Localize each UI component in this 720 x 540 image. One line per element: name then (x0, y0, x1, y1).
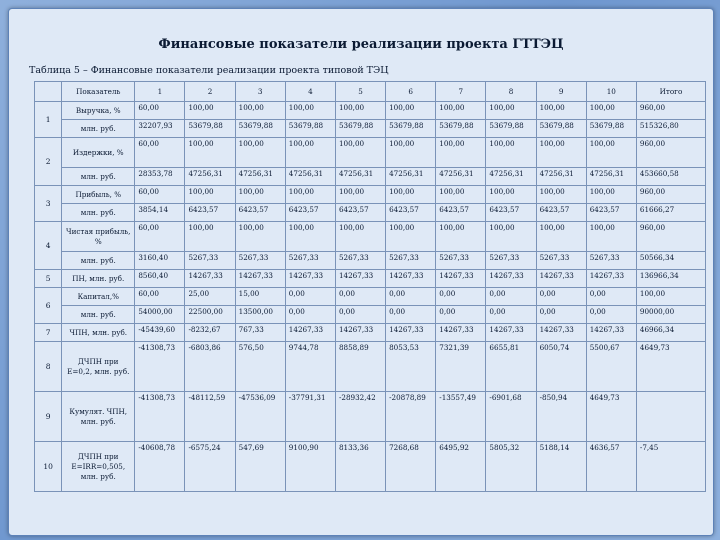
table-cell: 6423,57 (486, 204, 536, 222)
table-cell: 6423,57 (436, 204, 486, 222)
table-cell: 5267,33 (486, 252, 536, 270)
table-cell: 14267,33 (536, 270, 586, 288)
row-number: 6 (35, 288, 62, 324)
row-label: Издержки, % (62, 138, 135, 168)
table-cell: 53679,88 (285, 120, 335, 138)
table-cell: 100,00 (185, 102, 235, 120)
column-header: 6 (386, 82, 436, 102)
table-cell: 14267,33 (586, 324, 636, 342)
table-cell: 14267,33 (486, 270, 536, 288)
table-cell: 6050,74 (536, 342, 586, 392)
table-cell: -45439,60 (135, 324, 185, 342)
table-cell: 3854,14 (135, 204, 185, 222)
column-header: Итого (636, 82, 705, 102)
table-cell: 14267,33 (335, 324, 385, 342)
table-cell: 14267,33 (285, 324, 335, 342)
column-header: 3 (235, 82, 285, 102)
table-cell: 47256,31 (586, 168, 636, 186)
table-cell: 60,00 (135, 138, 185, 168)
table-cell: 0,00 (386, 306, 436, 324)
table-row (35, 222, 706, 252)
table-cell: 0,00 (536, 306, 586, 324)
table-cell: 60,00 (135, 186, 185, 204)
table-cell: 8858,89 (335, 342, 385, 392)
column-header: 4 (285, 82, 335, 102)
table-cell: 100,00 (285, 102, 335, 120)
table-cell: 547,69 (235, 442, 285, 492)
table-cell: 100,00 (536, 222, 586, 252)
column-header: 1 (135, 82, 185, 102)
table-row (35, 288, 706, 306)
table-cell: 100,00 (335, 138, 385, 168)
table-cell: 60,00 (135, 102, 185, 120)
row-label: ПН, млн. руб. (62, 270, 135, 288)
table-cell: 100,00 (436, 222, 486, 252)
table-cell: 100,00 (486, 222, 536, 252)
table-cell: 46966,34 (636, 324, 705, 342)
table-row (35, 270, 706, 288)
table-cell: -28932,42 (335, 392, 385, 442)
row-label: Выручка, % (62, 102, 135, 120)
table-cell: 5267,33 (335, 252, 385, 270)
table-cell: 100,00 (335, 186, 385, 204)
table-cell: 5267,33 (235, 252, 285, 270)
table-caption: Таблица 5 – Финансовые показатели реализации проекта типовой ТЭЦ (29, 65, 389, 76)
table-row (35, 252, 706, 270)
table-cell: 0,00 (436, 288, 486, 306)
table-cell: -48112,59 (185, 392, 235, 442)
table-cell: -37791,31 (285, 392, 335, 442)
table-cell: 8053,53 (386, 342, 436, 392)
table-cell: 100,00 (436, 138, 486, 168)
row-label: ЧПН, млн. руб. (62, 324, 135, 342)
table-cell: 0,00 (285, 288, 335, 306)
table-cell: 7268,68 (386, 442, 436, 492)
row-label: млн. руб. (62, 252, 135, 270)
table-cell: 100,00 (586, 102, 636, 120)
table-cell: 0,00 (335, 306, 385, 324)
table-cell: 61666,27 (636, 204, 705, 222)
table-cell: 14267,33 (536, 324, 586, 342)
table-cell: 100,00 (486, 102, 536, 120)
table-cell: 0,00 (536, 288, 586, 306)
row-label: млн. руб. (62, 168, 135, 186)
table-cell: 47256,31 (436, 168, 486, 186)
table-row (35, 102, 706, 120)
table-cell: 5267,33 (436, 252, 486, 270)
column-header: 8 (486, 82, 536, 102)
table-cell: 47256,31 (386, 168, 436, 186)
table-cell: 22500,00 (185, 306, 235, 324)
table-row (35, 204, 706, 222)
table-cell: -6901,68 (486, 392, 536, 442)
row-label: млн. руб. (62, 204, 135, 222)
table-cell: 47256,31 (285, 168, 335, 186)
header-blank (35, 82, 62, 102)
slide (8, 8, 714, 536)
table-cell: 0,00 (386, 288, 436, 306)
table-cell: 100,00 (235, 186, 285, 204)
row-label: Прибыль, % (62, 186, 135, 204)
table-cell: -13557,49 (436, 392, 486, 442)
table-cell: 960,00 (636, 186, 705, 204)
table-cell: 14267,33 (586, 270, 636, 288)
table-cell: 767,33 (235, 324, 285, 342)
table-cell: 47256,31 (335, 168, 385, 186)
table-cell: -41308,73 (135, 342, 185, 392)
table-cell: 53679,88 (586, 120, 636, 138)
row-label: ДЧПН при Е=0,2, млн. руб. (62, 342, 135, 392)
row-label: млн. руб. (62, 306, 135, 324)
table-cell: 14267,33 (436, 270, 486, 288)
table-row (35, 120, 706, 138)
table-cell: 6423,57 (386, 204, 436, 222)
table-row (35, 342, 706, 392)
table-cell: 4636,57 (586, 442, 636, 492)
table-cell: 6655,81 (486, 342, 536, 392)
table-cell: 53679,88 (436, 120, 486, 138)
table-cell: -41308,73 (135, 392, 185, 442)
table-cell: 28353,78 (135, 168, 185, 186)
table-cell: 6423,57 (335, 204, 385, 222)
table-row (35, 186, 706, 204)
table-row (35, 324, 706, 342)
table-cell: 100,00 (335, 222, 385, 252)
table-cell: 54000,00 (135, 306, 185, 324)
table-cell: 100,00 (335, 102, 385, 120)
table-cell: 50566,34 (636, 252, 705, 270)
table-cell: -20878,89 (386, 392, 436, 442)
table-row (35, 392, 706, 442)
table-row (35, 168, 706, 186)
table-cell: 6423,57 (185, 204, 235, 222)
table-cell: 5267,33 (185, 252, 235, 270)
table-cell: 100,00 (386, 222, 436, 252)
table-row (35, 138, 706, 168)
table-cell: 60,00 (135, 222, 185, 252)
table-cell: 9744,78 (285, 342, 335, 392)
table-row (35, 82, 706, 102)
row-number: 2 (35, 138, 62, 186)
table-cell: 6423,57 (285, 204, 335, 222)
table-cell: 100,00 (436, 186, 486, 204)
column-header: 7 (436, 82, 486, 102)
table-cell: 8133,36 (335, 442, 385, 492)
table-cell: 100,00 (436, 102, 486, 120)
table-cell: 5267,33 (586, 252, 636, 270)
table-cell: -40608,78 (135, 442, 185, 492)
column-header: 2 (185, 82, 235, 102)
row-number: 4 (35, 222, 62, 270)
table-cell: -8232,67 (185, 324, 235, 342)
table-cell: 8560,40 (135, 270, 185, 288)
table-cell: 100,00 (586, 222, 636, 252)
table-cell: -850,94 (536, 392, 586, 442)
table-cell: 0,00 (586, 306, 636, 324)
table-cell: 0,00 (486, 306, 536, 324)
table-cell: 32207,93 (135, 120, 185, 138)
table-cell: 3160,40 (135, 252, 185, 270)
table-cell: 0,00 (586, 288, 636, 306)
table-cell: 576,50 (235, 342, 285, 392)
table-cell: 5188,14 (536, 442, 586, 492)
table-cell: 53679,88 (235, 120, 285, 138)
table-cell: 100,00 (386, 102, 436, 120)
table-cell: 100,00 (386, 186, 436, 204)
table-cell: 453660,58 (636, 168, 705, 186)
table-cell: 100,00 (185, 138, 235, 168)
table-cell: 100,00 (235, 222, 285, 252)
table-cell: 100,00 (285, 222, 335, 252)
table-cell: 90000,00 (636, 306, 705, 324)
table-cell: -6575,24 (185, 442, 235, 492)
row-number: 1 (35, 102, 62, 138)
table-cell: 960,00 (636, 138, 705, 168)
column-header: Показатель (62, 82, 135, 102)
table-cell: 7321,39 (436, 342, 486, 392)
table-cell: 100,00 (636, 288, 705, 306)
table-row (35, 306, 706, 324)
table-row (35, 442, 706, 492)
table-cell: 47256,31 (536, 168, 586, 186)
table-cell: 14267,33 (285, 270, 335, 288)
table-cell: 14267,33 (185, 270, 235, 288)
table-cell: 14267,33 (386, 324, 436, 342)
row-label: Кумулят. ЧПН, млн. руб. (62, 392, 135, 442)
row-number: 9 (35, 392, 62, 442)
table-cell: -47536,09 (235, 392, 285, 442)
table-cell: 5267,33 (285, 252, 335, 270)
table-cell: 100,00 (285, 186, 335, 204)
table-cell: 6495,92 (436, 442, 486, 492)
row-number: 3 (35, 186, 62, 222)
financial-table (34, 81, 706, 492)
table-cell: 515326,80 (636, 120, 705, 138)
table-cell: 47256,31 (185, 168, 235, 186)
table-cell: 136966,34 (636, 270, 705, 288)
table-cell: 6423,57 (235, 204, 285, 222)
row-label: Капитал,% (62, 288, 135, 306)
table-cell: 14267,33 (486, 324, 536, 342)
table-cell: 5805,32 (486, 442, 536, 492)
table-cell: 5267,33 (536, 252, 586, 270)
table-cell: 9100,90 (285, 442, 335, 492)
table-cell: 0,00 (486, 288, 536, 306)
table-cell: 960,00 (636, 102, 705, 120)
table-cell: 100,00 (285, 138, 335, 168)
row-number: 8 (35, 342, 62, 392)
table-cell: 4649,73 (586, 392, 636, 442)
table-cell: 25,00 (185, 288, 235, 306)
table-cell: 14267,33 (436, 324, 486, 342)
table-cell: 14267,33 (386, 270, 436, 288)
table-cell: 100,00 (235, 102, 285, 120)
row-number: 5 (35, 270, 62, 288)
table-cell: 100,00 (536, 102, 586, 120)
table-cell: 6423,57 (536, 204, 586, 222)
table-cell: -7,45 (636, 442, 705, 492)
row-number: 7 (35, 324, 62, 342)
table-cell: 4649,73 (636, 342, 705, 392)
column-header: 9 (536, 82, 586, 102)
table-cell: 15,00 (235, 288, 285, 306)
table-cell: 100,00 (536, 186, 586, 204)
table-cell: 100,00 (586, 186, 636, 204)
table-cell (636, 392, 705, 442)
table-cell: 0,00 (285, 306, 335, 324)
column-header: 10 (586, 82, 636, 102)
table-cell: 100,00 (185, 186, 235, 204)
table-cell: 53679,88 (386, 120, 436, 138)
table-cell: 100,00 (386, 138, 436, 168)
table-cell: 14267,33 (235, 270, 285, 288)
page-title: Финансовые показатели реализации проекта ГТТЭЦ (158, 37, 564, 52)
table-cell: 53679,88 (335, 120, 385, 138)
table-cell: 100,00 (486, 186, 536, 204)
column-header: 5 (335, 82, 385, 102)
row-label: млн. руб. (62, 120, 135, 138)
table-cell: 6423,57 (586, 204, 636, 222)
table-cell: 100,00 (486, 138, 536, 168)
row-label: Чистая прибыль, % (62, 222, 135, 252)
table-cell: 60,00 (135, 288, 185, 306)
table-cell: 53679,88 (185, 120, 235, 138)
table-cell: 100,00 (586, 138, 636, 168)
table-cell: 47256,31 (235, 168, 285, 186)
table-cell: 0,00 (335, 288, 385, 306)
table-cell: 53679,88 (536, 120, 586, 138)
table-cell: 100,00 (185, 222, 235, 252)
table-cell: 960,00 (636, 222, 705, 252)
row-number: 10 (35, 442, 62, 492)
table-cell: -6803,86 (185, 342, 235, 392)
table-cell: 100,00 (235, 138, 285, 168)
table-cell: 14267,33 (335, 270, 385, 288)
table-cell: 47256,31 (486, 168, 536, 186)
table-cell: 5267,33 (386, 252, 436, 270)
table-cell: 100,00 (536, 138, 586, 168)
row-label: ДЧПН при Е=IRR=0,505, млн. руб. (62, 442, 135, 492)
table-cell: 53679,88 (486, 120, 536, 138)
table-cell: 13500,00 (235, 306, 285, 324)
table-cell: 5500,67 (586, 342, 636, 392)
table-cell: 0,00 (436, 306, 486, 324)
